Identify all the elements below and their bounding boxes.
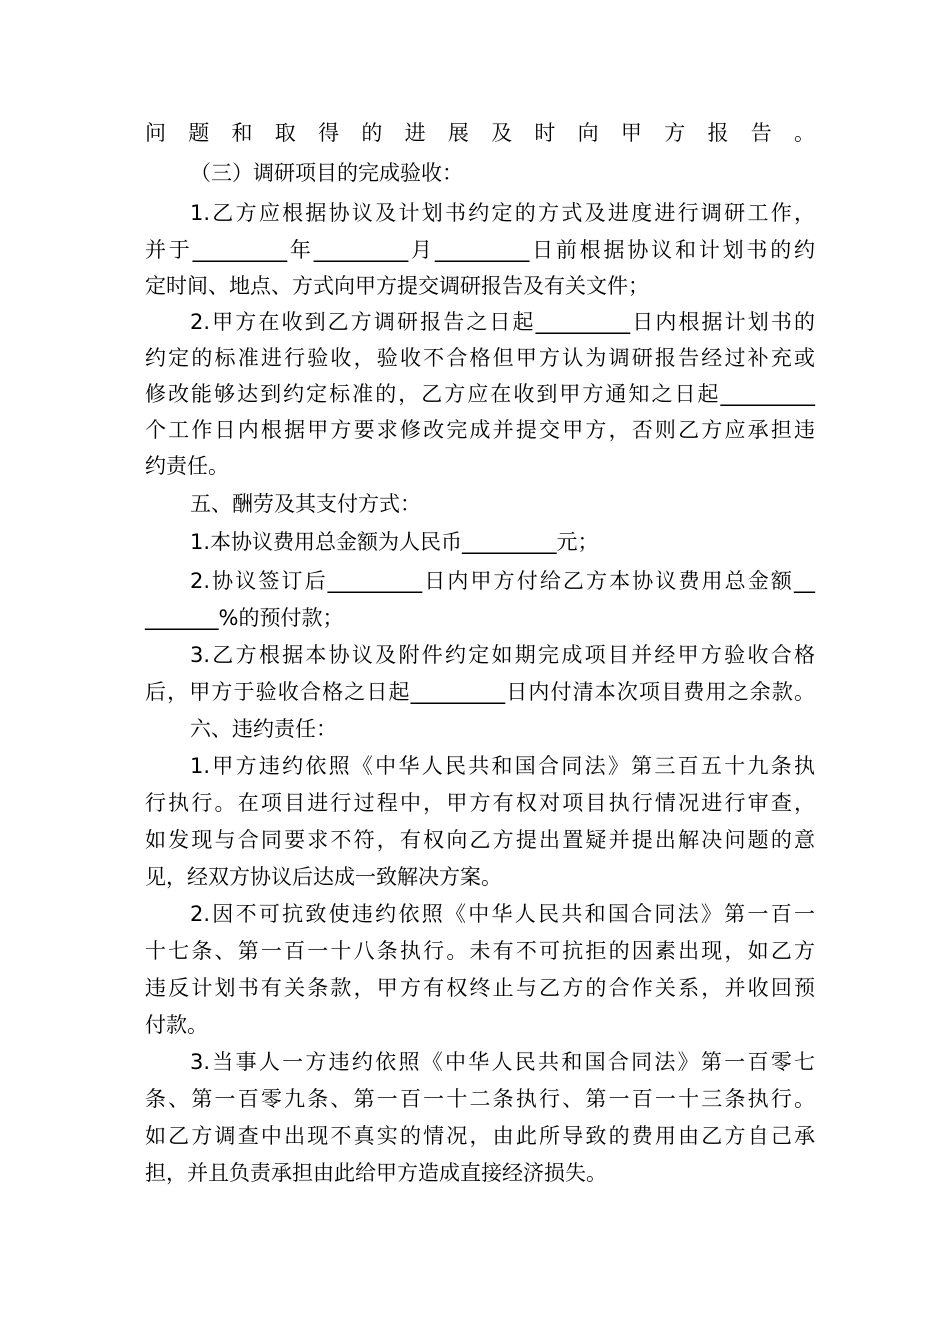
text-line: 约责任。 — [145, 454, 229, 478]
text-line: 2.甲方在收到乙方调研报告之日起_________日内根据计划书的 — [190, 310, 815, 334]
text-line: 修改能够达到约定标准的，乙方应在收到甲方通知之日起_________ — [145, 382, 815, 406]
text-line: 3.乙方根据本协议及附件约定如期完成项目并经甲方验收合格 — [190, 643, 815, 667]
text-line: 问题和取得的进展及时向甲方报告。 — [145, 121, 815, 145]
text-line: 十七条、第一百一十八条执行。未有不可抗拒的因素出现，如乙方 — [145, 939, 815, 963]
text-line: 并于_________年_________月_________日前根据协议和计划书的约 — [145, 238, 815, 262]
text-line: 见，经双方协议后达成一致解决方案。 — [145, 865, 502, 889]
text-line: 个工作日内根据甲方要求修改完成并提交甲方，否则乙方应承担违 — [145, 418, 815, 442]
text-line: 后，甲方于验收合格之日起_________日内付清本次项目费用之余款。 — [145, 680, 815, 704]
text-line: 行执行。在项目进行过程中，甲方有权对项目执行情况进行审查， — [145, 791, 815, 815]
text-line: 2.协议签订后_________日内甲方付给乙方本协议费用总金额__ — [190, 569, 815, 593]
text-line: 1.乙方应根据协议及计划书约定的方式及进度进行调研工作， — [190, 201, 815, 225]
text-line: 如发现与合同要求不符，有权向乙方提出置疑并提出解决问题的意 — [145, 828, 815, 852]
text-line: 定时间、地点、方式向甲方提交调研报告及有关文件； — [145, 274, 649, 298]
section-heading: （三）调研项目的完成验收： — [190, 161, 463, 185]
section-heading: 五、酬劳及其支付方式： — [190, 492, 421, 516]
section-heading: 六、违约责任： — [190, 717, 337, 741]
text-line: 条、第一百零九条、第一百一十二条执行、第一百一十三条执行。 — [145, 1087, 815, 1111]
text-line: 1.本协议费用总金额为人民币_________元； — [190, 530, 599, 554]
text-line: 1.甲方违约依照《中华人民共和国合同法》第三百五十九条执 — [190, 754, 815, 778]
text-line: _______%的预付款； — [145, 606, 344, 630]
text-line: 2.因不可抗致使违约依照《中华人民共和国合同法》第一百一 — [190, 902, 815, 926]
text-line: 如乙方调查中出现不真实的情况，由此所导致的费用由乙方自己承 — [145, 1124, 815, 1148]
text-line: 担，并且负责承担由此给甲方造成直接经济损失。 — [145, 1161, 607, 1185]
text-line: 3.当事人一方违约依照《中华人民共和国合同法》第一百零七 — [190, 1050, 815, 1074]
text-line: 违反计划书有关条款，甲方有权终止与乙方的合作关系，并收回预 — [145, 976, 815, 1000]
text-line: 付款。 — [145, 1013, 208, 1037]
text-line: 约定的标准进行验收，验收不合格但甲方认为调研报告经过补充或 — [145, 346, 815, 370]
